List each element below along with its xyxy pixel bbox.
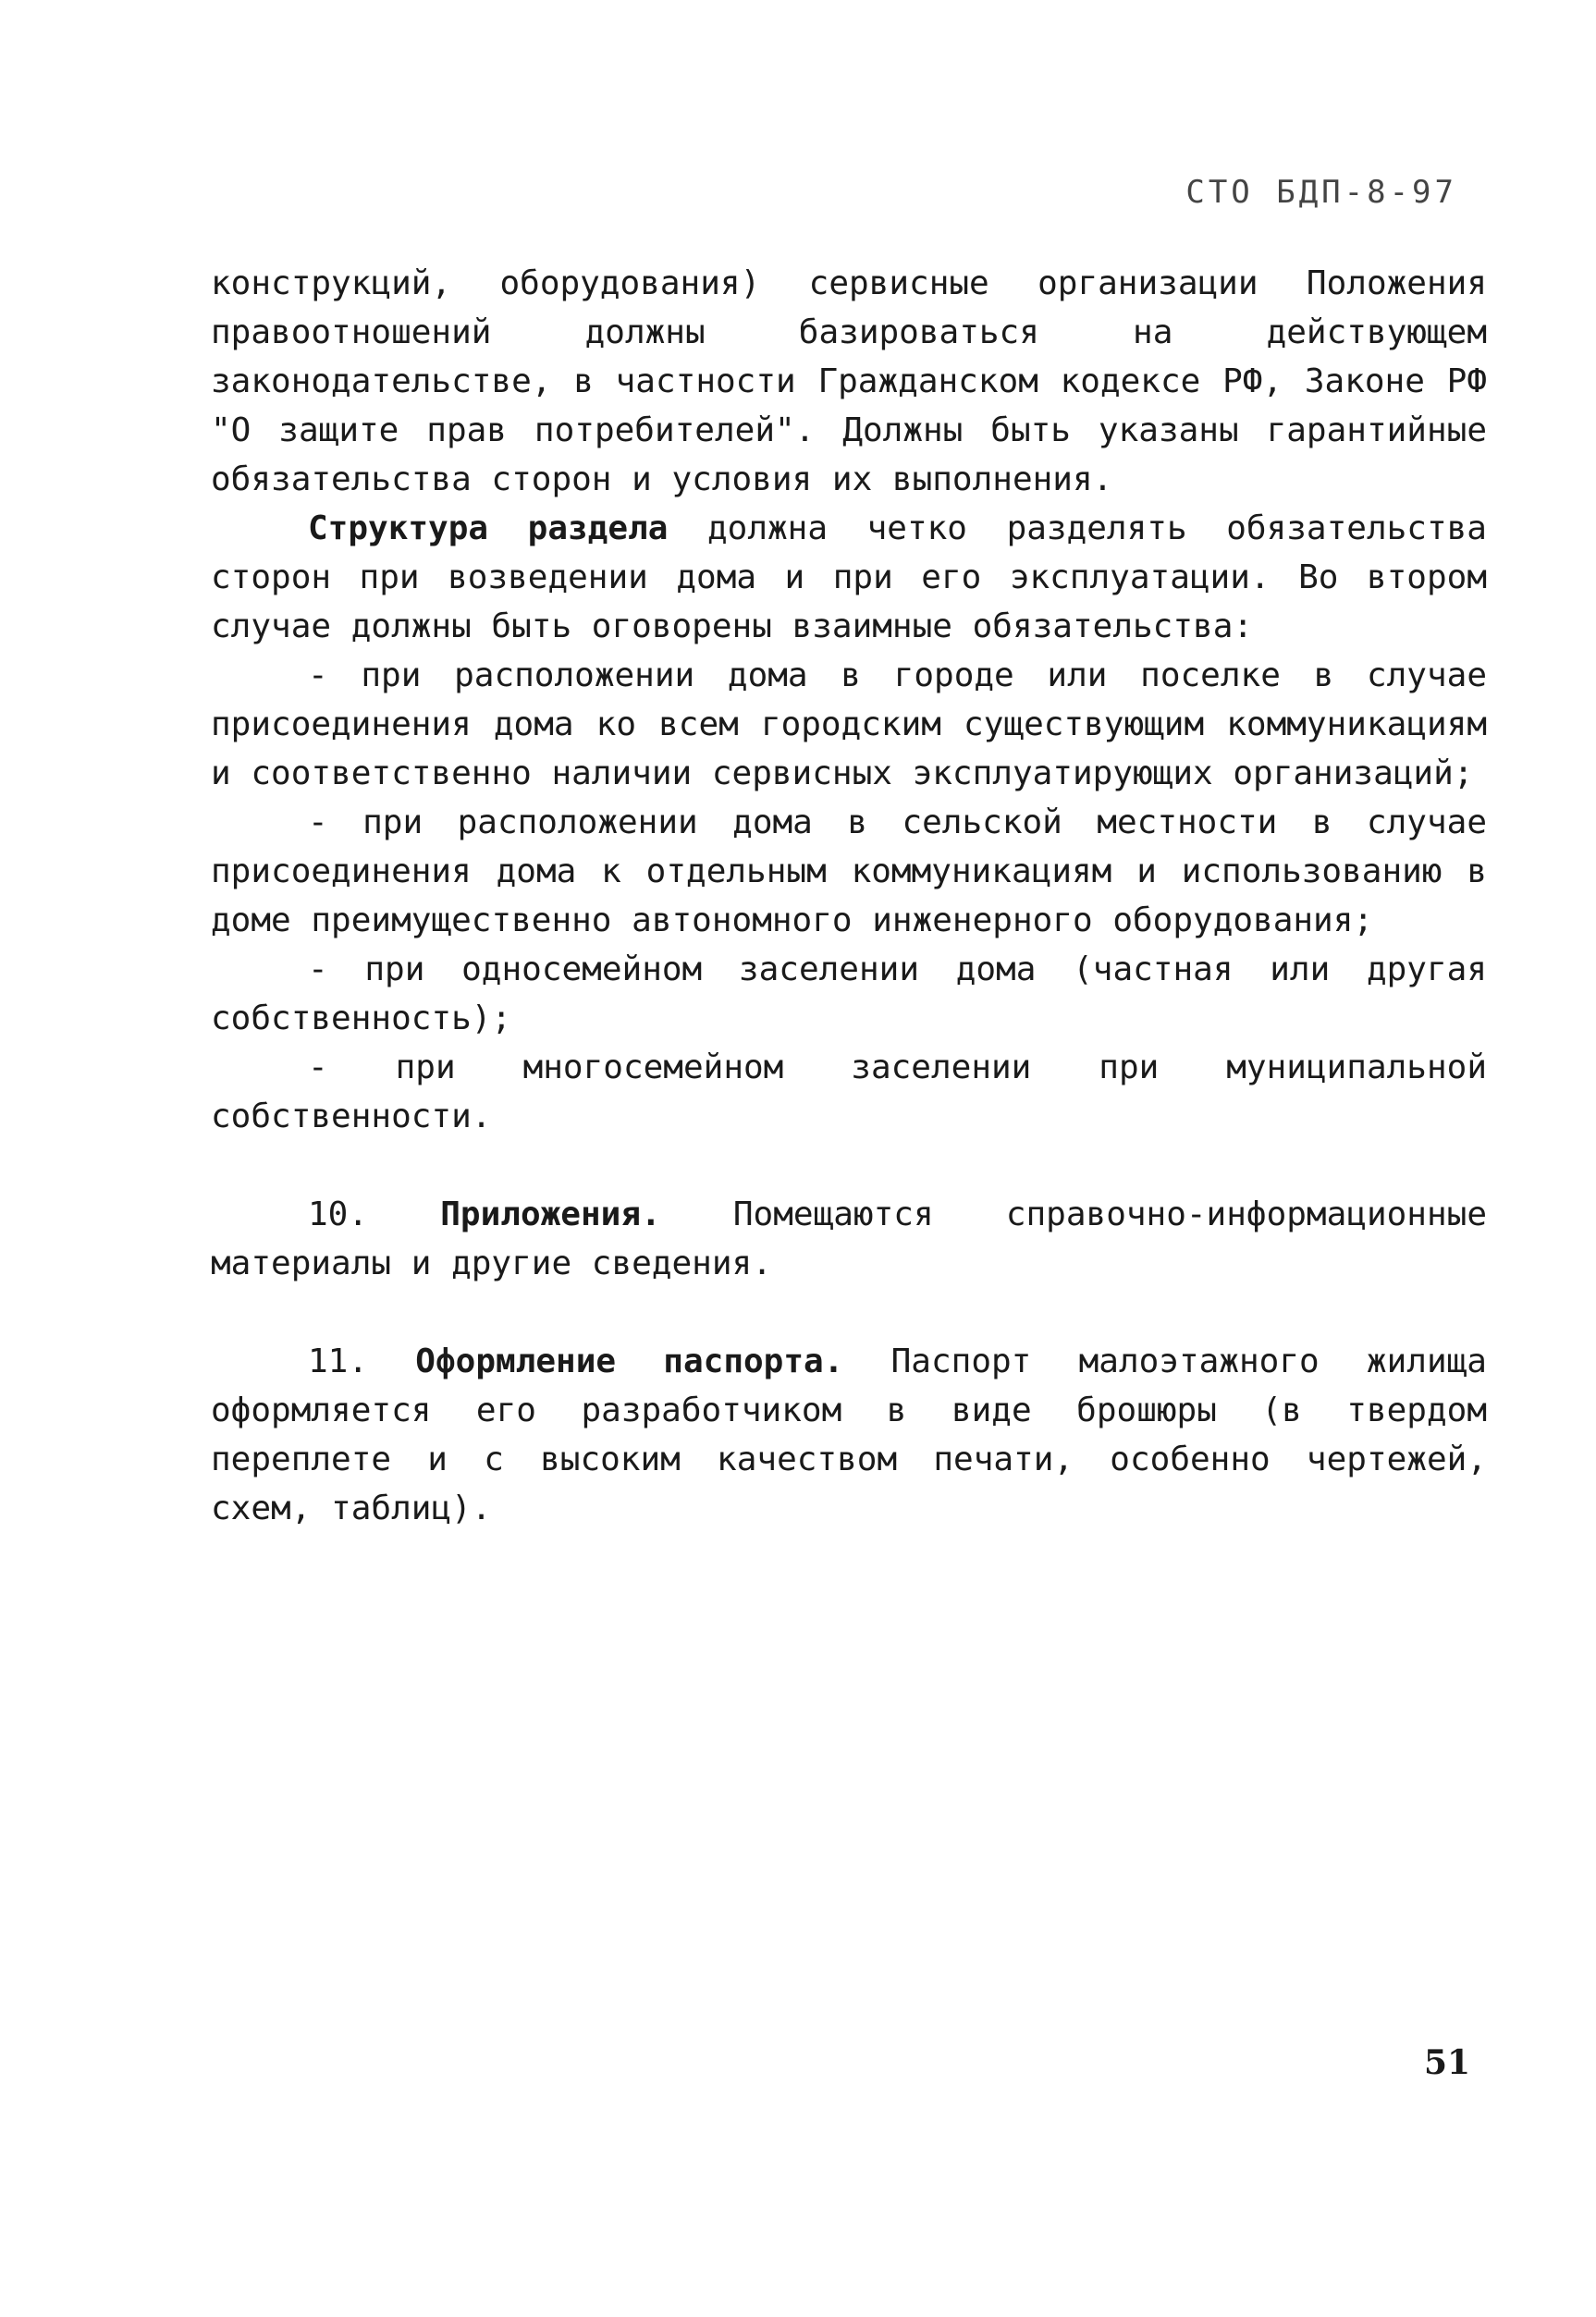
- section-10-heading: Приложения.: [440, 1195, 661, 1233]
- paragraph-gap: [211, 1141, 1487, 1190]
- section-11-text: Паспорт малоэтажного жилища оформляется его разработчиком в виде брошюры (в твердом переплете и с высоким качеством печати, особенно чертежей, схем, таблиц).: [211, 1342, 1487, 1527]
- section-11-paragraph: [211, 1337, 1487, 1533]
- structure-text: должна четко разделять обязательства сторон при возведении дома и при его эксплуатации. Во втором случае должны быть оговорены взаимные обязательства:: [211, 509, 1487, 645]
- section-11-heading: Оформление паспорта.: [415, 1342, 844, 1380]
- structure-paragraph: [211, 504, 1487, 651]
- section-10-text: Помещаются справочно-информационные материалы и другие сведения.: [211, 1195, 1487, 1282]
- paragraph-gap: [211, 1288, 1487, 1337]
- section-10-number: 10.: [308, 1195, 369, 1233]
- structure-bold-lead: Структура раздела: [308, 509, 669, 547]
- intro-paragraph: конструкций, оборудования) сервисные организации Положения правоотношений должны базироваться на действующем законодательстве, в частности Гражданском кодексе РФ, Законе РФ "О защите прав потребителей". Должны быть указаны гарантийные обязательства сторон и условия их выполнения.: [211, 264, 1487, 498]
- list-item: - при расположении дома в сельской местности в случае присоединения дома к отдельным коммуникациям и использованию в доме преимущественно автономного инженерного оборудования;: [211, 803, 1487, 939]
- page-number: 51: [1424, 2043, 1471, 2082]
- document-code: СТО БДП-8-97: [1185, 174, 1457, 211]
- document-body: [211, 259, 1487, 1533]
- section-11-number: 11.: [308, 1342, 369, 1380]
- list-item: - при многосемейном заселении при муниципальной собственности.: [211, 1048, 1487, 1135]
- section-10-paragraph: [211, 1190, 1487, 1288]
- list-item: - при расположении дома в городе или поселке в случае присоединения дома ко всем городским существующим коммуникациям и соответственно наличии сервисных эксплуатирующих организаций;: [211, 656, 1487, 792]
- list-item: - при односемейном заселении дома (частная или другая собственность);: [211, 950, 1487, 1037]
